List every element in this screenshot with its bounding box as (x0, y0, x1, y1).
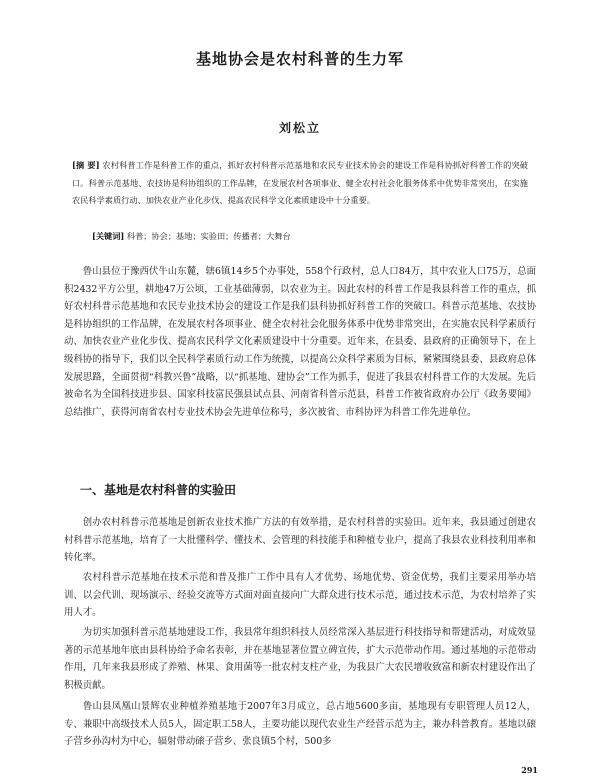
section-heading-1: 一、基地是农村科普的实验田 (80, 483, 237, 497)
abstract (72, 157, 528, 210)
keywords-label: [关键词] (92, 231, 125, 241)
body-paragraph-2: 创办农村科普示范基地是创新农业技术推广方法的有效举措，是农村科普的实验田。近年来，我县通过创建农村科普示范基地，培育了一大批懂科学、懂技术、会管理的科技能手和种植专业户，提高了我县农业科技利用率和转化率。 (64, 517, 536, 564)
body-paragraph-1: 鲁山县位于豫西伏牛山东麓，辖6镇14乡5个办事处，558个行政村，总人口84万，其中农业人口75万，总面积2432平方公里，耕地47万公顷，工业基础薄弱，以农业为主。因此农村的科普工作是我县科普工作的重点，抓好农村科普示范基地和农民专业技术协会的建设工作是我们县科协抓好科普工作的突破口。科普示范基地、农技协是科协组织的工作品牌，在发展农村各项事业、健全农村社会化服务体系中优势非常突出，在实施农民科学素质行动、加快农业产业化步伐、提高农民科学文化素质建设中十分重要。近年来，在县委、县政府的正确领导下，在上级科协的指导下，我们以全民科学素质行动工作为统揽，以提高公众科学素质为目标，紧紧围绕县委、县政府总体发展思路，全面贯彻“科教兴鲁”战略，以“抓基地、建协会”工作为抓手，促进了我县农村科普工作的大发展。先后被命名为全国科技进步县、国家科技富民强县试点县、河南省科普示范县，科普工作被省政府办公厅《政务要闻》总结推广，获得河南省农村专业技术协会先进单位称号，多次被省、市科协评为科普工作先进单位。 (64, 266, 536, 418)
body-paragraph-5: 鲁山县凤凰山景辉农业种植养殖基地于2007年3月成立，总占地5600多亩，基地现有专职管理人员12人，专、兼职中高级技术人员5人，固定职工58人，主要功能以现代农业生产经营示范为主，兼办科普教育。基地以磙子营乡孙沟村为中心，辐射带动磙子营乡、张良镇5个村，500多 (64, 701, 536, 748)
keywords-text: 科普；协会；基地；实验田；传播者；大舞台 (126, 231, 291, 241)
keywords (92, 229, 528, 243)
article-title: 基地协会是农村科普的生力军 (195, 50, 404, 68)
body-paragraph-4: 为切实加强科普示范基地建设工作，我县常年组织科技人员经常深入基层进行科技指导和帮建活动，对成效显著的示范基地年底由县科协给予命名表彰，并在基地显著位置立碑宣传，扩大示范带动作用。通过基地的示范带动作用，几年来我县形成了养殖、林果、食用菌等一批农村支柱产业，为我县广大农民增收致富和新农村建设作出了积极贡献。 (64, 627, 536, 691)
abstract-text: 农村科普工作是科普工作的重点，抓好农村科普示范基地和农民专业技术协会的建设工作是科协抓好科普工作的突破口。科普示范基地、农技协是科协组织的工作品牌，在发展农村各项事业、健全农村社会化服务体系中优势非常突出，在实施农民科学素质行动、加快农业产业化步伐、提高农民科学文化素质建设中十分重要。 (72, 160, 528, 205)
article-author: 刘松立 (278, 121, 321, 135)
page-number: 291 (521, 765, 538, 775)
abstract-label: [摘 要] (72, 160, 100, 170)
body-paragraph-3: 农村科普示范基地在技术示范和普及推广工作中具有人才优势、场地优势、资金优势，我们主要采用举办培训、以会代训、现场演示、经验交流等方式面对面直接向广大群众进行技术示范，通过技术示范，为农村培养了实用人才。 (64, 572, 536, 619)
